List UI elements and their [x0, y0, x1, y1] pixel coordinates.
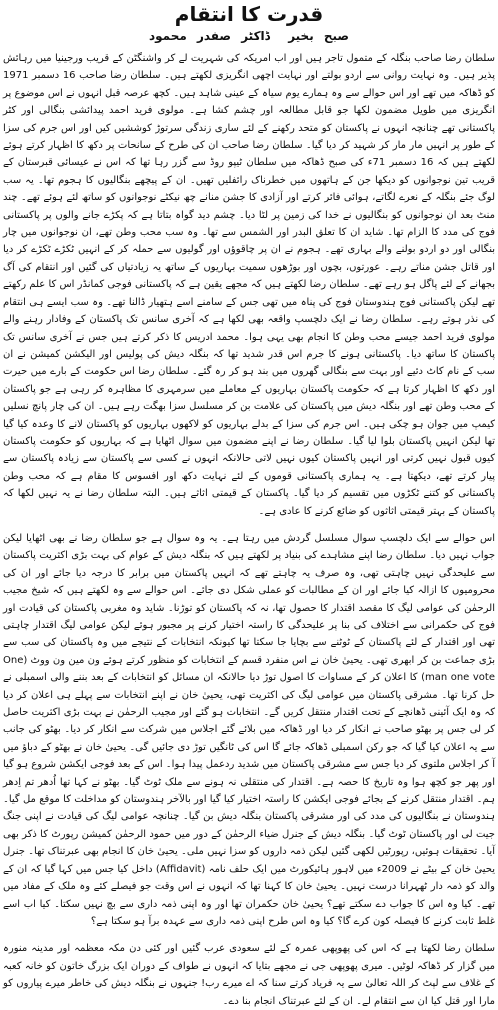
article-paragraph-1: سلطان رضا صاحب بنگلہ کے متمول تاجر ہیں اور اب امریکہ کی شہریت لے کر واشنگٹن کے قریب ورجینیا میں رہائش پذیر ہیں۔ وہ نہایت روانی سے اردو بولتے اور نہایت اچھی انگریزی لکھتے ہیں۔ سلطان رضا صاحب 16 دسمبر 1971 کو ڈھاکہ میں تھے اور اس حوالے سے وہ ہمارے یوم سیاہ کے عینی شاہد ہیں۔ کچھ عرصہ قبل انہوں نے اس موضوع پر انگریزی میں طویل مضمون لکھا جو قابل مطالعہ اور چشم کشا ہے۔ مولوی فرید احمد پیدائشی بنگالی اور کٹر پاکستانی تھے چنانچہ انہوں نے پاکستان کو متحد رکھنے کے لئے ساری زندگی سرتوڑ کوششیں کیں اور اس جرم کی سزا کے طور پر انہیں مار مار کر شہید کر دیا گیا۔ سلطان رضا صاحب ان کی طرح کے سانحات پر دکھ کا اظہار کرتے ہوئے لکھتے ہیں کہ 16 دسمبر 71ء کی صبح ڈھاکہ میں سلطان ٹیپو روڈ سے گزر رہا تھا کہ اس نے عیسائی قبرستان کے قریب تین نوجوانوں کو دیکھا جن کے ہاتھوں میں خطرناک رائفلیں تھیں۔ ان کے پیچھے بنگالیوں کا ہجوم تھا۔ یہ سب لوگ جئے بنگلہ کے نعرے لگاتے، ہوائی فائر کرتے اور آزادی کا جشن منانے چھ نیکٹے نوجوانوں کو ساتھ لئے ہوئے تھے۔ چند منٹ بعد ان نوجوانوں کو بنگالیوں نے خدا کی زمین پر لٹا دیا۔ چشم دید گواہ بتاتا ہے کہ پکڑے جانے والوں پر پاکستانی فوج کی مدد کا الزام تھا۔ شاید ان کا تعلق البدر اور الشمس سے تھا۔ وہ سب محب وطن تھے، ان نوجوانوں میں چار بنگالی اور دو اردو بولنے والے بہاری تھے۔ ہجوم نے ان پر چاقوؤں اور گولیوں سے حملہ کر کے انہیں ٹکڑے ٹکڑے کر دیا اور قاتل جشن مناتے رہے۔ عورتوں، بچوں اور بوڑھوں سمیت بہاریوں کے ساتھ یہ زیادتیاں کی گئیں اور انتقام کی آگ بجھانے کے لئے پاگل ہو رہے تھے۔ سلطان رضا لکھتے ہیں کہ مجھے یقین ہے کہ پاکستانی فوجی کمانڈر اس کا علم رکھتے تھے لیکن پاکستانی فوج ہندوستان فوج کی پناہ میں تھی جس کے سامنے اسے ہتھیار ڈالنا تھے۔ وہ سب ایسے ہی انتقام کی نذر ہوتے رہے۔ سلطان رضا نے ایک دلچسپ واقعہ بھی لکھا ہے کہ آخری سانس تک پاکستان کے وفادار رہنے والے مولوی فرید احمد جیسے محب وطن کا انجام بھی یہی ہوا۔ محمد ادریس کا ذکر کرتے ہیں جس نے آخری سانس تک پاکستان کا ساتھ دیا۔ پاکستانی ہونے کا جرم اس قدر شدید تھا کہ بنگلہ دیش کی پولیس اور الیکشن کمیشن نے ان سب کے نام کاٹ دئیے اور بہت سے بنگالی گھروں میں بند ہو کر رہ گئے۔ سلطان رضا اس حکومت کے بارے میں حیرت اور دکھ کا اظہار کرتا ہے کہ حکومت پاکستان بہاریوں کے معاملے میں سرمہری کا مظاہرہ کر رہی ہے جو پاکستان کے محب وطن تھے اور بنگلہ دیش میں پاکستان کی علامت بن کر مسلسل سزا بھگت رہے ہیں۔ ان کی چار پانچ نسلیں کیمپ میں جوان ہو چکی ہیں۔ اس جرم کی سزا کے بدلے بہاریوں کو لاکھوں بہاریوں کو پاکستان لانے کا وعدہ کیا گیا تھا لیکن انہیں پاکستان بلوا لیا گیا۔ سلطان رضا نے اپنے مضمون میں سوال اٹھایا ہے کہ بہاریوں کو حکومت پاکستان کیوں قبول نہیں کرتی اور انہیں پاکستان کیوں نہیں لاتی حالانکہ انہوں نے کسی سے پاکستان سے زیادہ پاکستان سے پیار کرتے تھے، دیکھتا ہے۔ یہ ہماری پاکستانی قوموں کے لئے نہایت دکھ اور افسوس کا مقام ہے کہ محب وطن پاکستانی کو کتنے ٹکڑوں میں تقسیم کر دیا گیا۔ پاکستان کے قیمتی اثاثے ہیں۔ البتہ سلطان رضا نے یہ نہیں لکھا کہ پاکستان کے بہتر قیمتی اثاثوں کو ضائع کرنے کا عادی ہے۔ — [3, 53, 496, 517]
article-paragraph-2: اس حوالے سے ایک دلچسپ سوال مسلسل گردش میں رہتا ہے۔ یہ وہ سوال ہے جو سلطان رضا نے بھی اٹھایا لیکن جواب نہیں دیا۔ سلطان رضا اپنے مشاہدے کی بنیاد پر لکھتے ہیں کہ بنگلہ دیش کے عوام کی بہت بڑی اکثریت پاکستان سے علیحدگی نہیں چاہتی تھی، وہ صرف یہ چاہتے تھے کہ انہیں پاکستان میں برابر کا درجہ دیا جائے اور ان کی محرومیوں کا ازالہ کیا جائے اور ان کے مطالبات کو عملی شکل دی جائے۔ اس حوالے سے وہ لکھتے ہیں کہ شیخ مجیب الرحمٰن کی عوامی لیگ کا مقصد اقتدار کا حصول تھا، نہ کہ پاکستان کو توڑنا۔ شاید وہ مغربی پاکستان کی قیادت اور فوج کی حکمرانی سے اختلاف کی بنا پر علیحدگی کا راستہ اختیار کرنے پر مجبور ہوئے لیکن عوامی لیگ اقتدار چاہتی تھی اور اقتدار کے لئے پاکستان کے ٹوٹنے سے بچایا جا سکتا تھا کیونکہ انتخابات کے نتیجے میں وہ پاکستان کی سب سے بڑی جماعت بن کر ابھری تھی۔ یحییٰ خان نے اس منفرد قسم کے انتخابات کو منظور کرتے ہوئے ون مین ون ووٹ (One man one vote) کا اعلان کر کے مساوات کا اصول توڑ دیا حالانکہ ان مسائل کو انتخابات کے بعد بننے والی اسمبلی نے حل کرنا تھا۔ مشرقی پاکستان میں عوامی لیگ کی اکثریت تھی، یحییٰ خان نے اپنے انتخابات سے پہلے ہی اعلان کر دیا کہ وہ ایک آئینی ڈھانچے کے تحت اقتدار منتقل کریں گے۔ انتخابات ہو گئے اور مجیب الرحمٰن نے بہت بڑی اکثریت حاصل کر لی جس پر بھٹو صاحب نے انکار کر دیا اور ڈھاکہ میں بلائے گئے اجلاس میں شرکت سے انکار کر دیا۔ بھٹو کی جانب سے یہ اعلان کیا گیا کہ جو رکن اسمبلی ڈھاکہ جائے گا اس کی ٹانگیں توڑ دی جائیں گی۔ یحییٰ خان نے بھٹو کے دباؤ میں آ کر اجلاس ملتوی کر دیا جس سے مشرقی پاکستان میں شدید ردعمل پیدا ہوا۔ اس کے بعد فوجی ایکشن شروع ہو گیا اور پھر جو کچھ ہوا وہ تاریخ کا حصہ ہے۔ اقتدار کی منتقلی نہ ہونے سے ملک ٹوٹ گیا۔ بھٹو نے کہا تھا اُدھر تم اِدھر ہم۔ اقتدار منتقل کرنے کے بجائے فوجی ایکشن کا راستہ اختیار کیا گیا اور بالآخر ہندوستان کو مداخلت کا موقع مل گیا۔ ہندوستان نے بنگالیوں کی مدد کی اور مشرقی پاکستان بنگلہ دیش بن گیا۔ چنانچہ عوامی لیگ کی قیادت نے اپنی جنگ جیت لی اور پاکستان ٹوٹ گیا۔ بنگلہ دیش کے جنرل ضیاء الرحمٰن کے دور میں حمود الرحمٰن کمیشن رپورٹ کا ذکر بھی آیا۔ تحقیقات ہوئیں، رپورٹیں لکھی گئیں لیکن ذمہ داروں کو سزا نہیں ملی۔ یحییٰ خان کا انجام بھی عبرتناک تھا۔ جنرل یحییٰ خان کے بیٹے نے 2009ء میں لاہور ہائیکورٹ میں ایک حلف نامہ (Affidavit) داخل کیا جس میں کہا گیا کہ ان کے والد کو ذمہ دار ٹھہرانا درست نہیں۔ یحییٰ خان کا کہنا تھا کہ انہوں نے اس وقت جو فیصلے کئے وہ ملک کے مفاد میں تھے۔ کیا وہ اس کا جواب دے سکتے تھے؟ یحییٰ خان حکمران تھا اور وہ اپنی ذمہ داری سے بچ نہیں سکتا۔ کیا اب اسے غلط ثابت کرنے کا فیصلہ کون کرے گا؟ کیا وہ اس طرح اپنی ذمہ داری سے عہدہ برآ ہو سکتا ہے؟ — [3, 532, 496, 927]
article-body — [3, 50, 495, 1010]
byline — [3, 28, 495, 44]
article-title: قدرت کا انتقام — [174, 2, 324, 26]
column-name: صبح بخیر — [288, 29, 350, 43]
article-paragraph-3: سلطان رضا لکھتا ہے کہ اس کی پھوپھی عمرہ کے لئے سعودی عرب گئیں اور کئی دن مکہ معظمہ اور مدینہ منورہ میں گزار کر ڈھاکہ لوٹیں۔ میری پھوپھی جی نے مجھے بتایا کہ انہوں نے طواف کے دوران ایک بزرگ خاتون کو خانہ کعبہ کے غلاف سے لپٹ کر اللہ تعالیٰ سے یہ فریاد کرتے سنا کہ اے میرے رب! جنہوں نے بنگلہ دیش کی خاطر میرے پیاروں کو مارا اور قتل کیا ان سے انتقام لے۔ ان کے لئے عبرتناک انجام بنا دے۔ — [3, 943, 495, 1007]
author-name: ڈاکٹر صفدر محمود — [148, 29, 270, 43]
